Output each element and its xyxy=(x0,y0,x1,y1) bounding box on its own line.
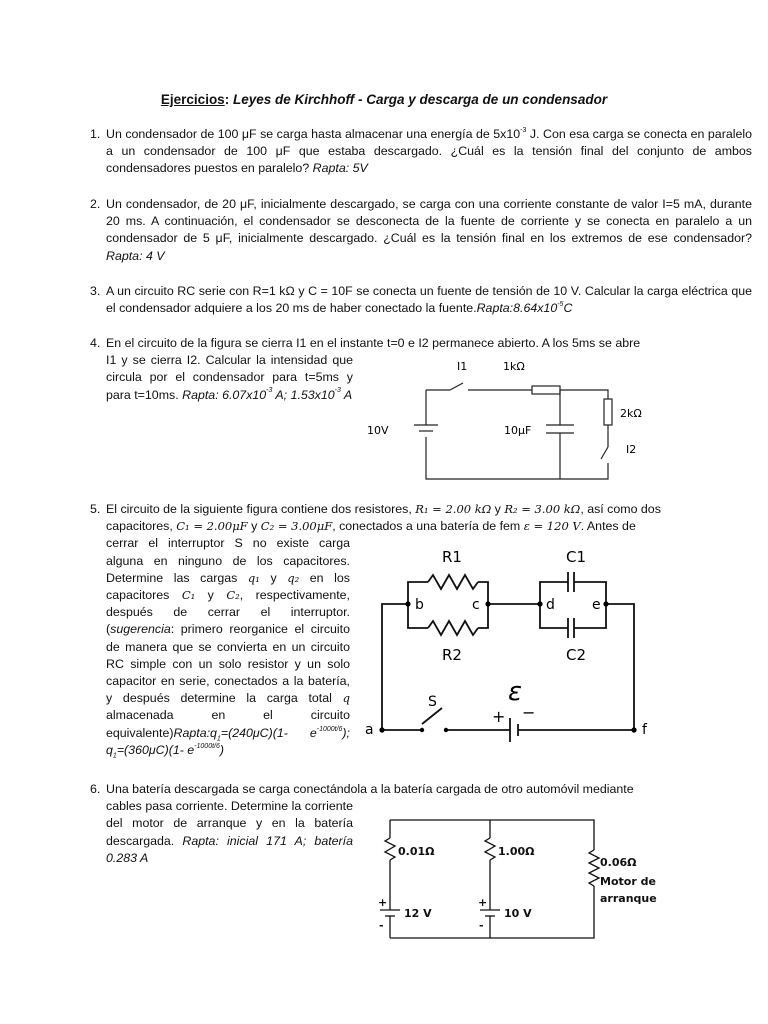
circuit-4-diagram xyxy=(360,355,660,485)
circuit-6-v1-label: 12 V xyxy=(404,907,432,920)
document-page: Ejercicios: Leyes de Kirchhoff - Carga y descarga de un condensador 1. Un condensador de 100 μF se carga hasta almacenar una energía de $5x10^{-3}$ J. Con esa carga se conecta en paralelo a un condensador de 100 μF que estaba descargado. ¿Cuál es la tensión final del conjunto de ambos condensadores puestos en paralelo? Rapta: 5V 2. Un condensador, de 20 μF, inicialmente descargado, se carga con una corriente constante de valor I=5 mA, durante 20 ms. A continuación, el condensador se desconecta de la fuente de corriente y se conecta en paralelo a un condensador de 5 μF, inicialmente descargado. ¿Cuál es la tensión final en los extremos de ese condensador? Rapta: 4 V 3. A un circuito RC serie con R=1 kΩ y C = 10F se conecta un fuente de tensión de 10 V. Calcular la carga eléctrica que el condensador adquiere a los 20 ms de haber conectado la $fuente.Rapta:8.64x10^{-5}C$ 4. En el circuito de la figura se cierra I1 en el instante t=0 e I2 permanece abierto. A los 5ms se abre I1 y se cierra I2. Calcular la intensidad que circula por el condensador para t=5ms y para t=10ms. Rapta: $6.07x10^{-3}$ A; $1.53x10^{-3}$ A I1 1kΩ 10V 10μF 2kΩ I2 5. El circuito de la siguiente figura contiene dos resistores, R₁ = 2.00 kΩ y R₂ = 3.00 kΩ, así como dos capacitores, C₁ = 2.00μF y C₂ = 3.00μF, conectados a una batería de fem ε = 120 V. Antes de cerrar el interruptor S no existe carga alguna en ninguno de los capacitores. Determine las cargas q₁ y q₂ en los capacitores C₁ y C₂, respectivamente, después de cerrar el interruptor. (sugerencia: primero reorganice el circuito de manera que se convierta en un circuito RC simple con un solo resistor y un solo capacitor en serie, conectados a la batería, y después determine la carga total q almacenada en el circuito $equivalente)Rapta:q_1=(240\mu C)(1-$ $e^{-1000t/6}$); $q_1=(360\mu C)(1-$ $e^{-1000t/6}$) R1 R2 C1 C2 a b c d e f S ε + − 6. Una batería descargada se carga conectándola a la batería cargada de otro automóvil mediante cables pasa corriente. Determine la corriente del motor de arranque y en la batería descargada. Rapta: inicial 171 A; batería 0.283 A 0.01Ω 1.00Ω 0.06Ω Motor de arranque 12 V 10 V + - + - xyxy=(0,0,768,1024)
circuit-6-motor-line2: arranque xyxy=(600,892,657,905)
circuit-4-r2-label: 2kΩ xyxy=(620,407,642,420)
circuit-5-node-b: b xyxy=(415,597,424,613)
exercise-6-answer: Rapta: inicial 171 A; batería 0.283 A xyxy=(106,833,353,865)
circuit-5-minus: − xyxy=(522,703,536,722)
circuit-6-v2-label: 10 V xyxy=(504,907,532,920)
circuit-6-minus-1: - xyxy=(379,919,384,932)
circuit-5-node-f: f xyxy=(642,722,647,738)
circuit-5-r1-label: R1 xyxy=(442,548,462,566)
circuit-5-switch-label: S xyxy=(428,694,437,710)
circuit-4-source-label: 10V xyxy=(367,424,389,437)
circuit-5-node-e: e xyxy=(592,597,601,613)
exercise-5-wrap-text: cerrar el interruptor S no existe carga alguna en ninguno de los capacitores. Determine las cargas q₁ y q₂ en los capacitores C₁ y C₂, respectivamente, después de cerrar el interruptor. (sugerencia: primero reorganice el circuito de manera que se convierta en un circuito RC simple con un solo resistor y un solo capacitor en serie, conectados a la batería, y después determine la carga total q almacenada en el circuito $equivalente)Rapta:q_1=(240\mu C)(1-$ $e^{-1000t/6}$); $q_1=(360\mu C)(1-$ $e^{-1000t/6}$) xyxy=(106,536,350,760)
circuit-5-emf-label: ε xyxy=(508,677,523,707)
exercise-3-text: A un circuito RC serie con R=1 kΩ y C = 10F se conecta un fuente de tensión de 10 V. Calcular la carga eléctrica que el condensador adquiere a los 20 ms de haber conectado la $fuente.Rapta:8.64x10^{-5}C$ xyxy=(106,284,752,316)
title-subtitle: Leyes de Kirchhoff - Carga y descarga de un condensador xyxy=(232,92,608,107)
exercise-2-answer: Rapta: 4 V xyxy=(106,248,165,263)
exercise-2-text: Un condensador, de 20 μF, inicialmente descargado, se carga con una corriente constante de valor I=5 mA, durante 20 ms. A continuación, el condensador se desconecta de la fuente de corriente y se conecta en paralelo a un condensador de 5 μF, inicialmente descargado. ¿Cuál es la tensión final en los extremos de ese condensador? Rapta: 4 V xyxy=(106,197,752,263)
circuit-4-capacitor-label: 10μF xyxy=(504,424,532,437)
exercise-4-answer: Rapta: $6.07x10^{-3}$ A; $1.53x10^{-3}$ A xyxy=(182,387,353,402)
circuit-6-diagram xyxy=(376,812,676,947)
circuit-5-plus: + xyxy=(492,707,506,726)
circuit-6-motor-line1: Motor de xyxy=(600,875,656,888)
circuit-4-r1-label: 1kΩ xyxy=(503,360,525,373)
circuit-5-node-d: d xyxy=(546,597,555,613)
circuit-5-r2-label: R2 xyxy=(442,646,462,664)
circuit-5-diagram xyxy=(362,540,662,745)
page-title: Ejercicios: Leyes de Kirchhoff - Carga y descarga de un condensador xyxy=(160,92,608,107)
exercise-4-wrap-text: I1 y se cierra I2. Calcular la intensidad que circula por el condensador para t=5ms y para t=10ms. Rapta: $6.07x10^{-3}$ A; $1.53x10^{-3}$ A xyxy=(106,353,353,402)
circuit-5-node-c: c xyxy=(472,597,480,613)
exercise-3-answer: $Rapta:8.64x10^{-5}C$ xyxy=(476,301,573,316)
circuit-4-switch2-label: I2 xyxy=(626,443,637,456)
title-label: Ejercicios xyxy=(160,92,225,107)
exercise-5-line1: El circuito de la siguiente figura contiene dos resistores, R₁ = 2.00 kΩ y R₂ = 3.00 kΩ, así como dos xyxy=(106,502,661,516)
exercise-1-text: Un condensador de 100 μF se carga hasta almacenar una energía de $5x10^{-3}$ J. Con esa carga se conecta en paralelo a un condensador de 100 μF que estaba descargado. ¿Cuál es la tensión final del conjunto de ambos condensadores puestos en paralelo? Rapta: 5V xyxy=(106,126,752,176)
circuit-6-r1-label: 0.01Ω xyxy=(398,845,435,858)
circuit-6-minus-2: - xyxy=(479,919,484,932)
exercise-1-answer: Rapta: 5V xyxy=(312,161,368,176)
exercise-5-answer: $Rapta:q_1=(240\mu C)(1-$ $e^{-1000t/6}$); $q_1=(360\mu C)(1-$ $e^{-1000t/6}$) xyxy=(106,725,350,760)
circuit-4-switch1-label: I1 xyxy=(457,360,468,373)
circuit-6-r2-label: 1.00Ω xyxy=(498,845,535,858)
exercise-4-line: En el circuito de la figura se cierra I1 en el instante t=0 e I2 permanece abierto. A los 5ms se abre xyxy=(106,336,641,350)
exercise-5-line2: capacitores, C₁ = 2.00μF y C₂ = 3.00μF, conectados a una batería de fem ε = 120 V. Antes de xyxy=(106,519,636,534)
exercise-6-wrap-text: cables pasa corriente. Determine la corriente del motor de arranque y en la batería descargada. Rapta: inicial 171 A; batería 0.283 A xyxy=(106,799,353,865)
circuit-5-node-a: a xyxy=(365,722,374,738)
circuit-6-r3-label: 0.06Ω xyxy=(600,856,637,869)
circuit-6-plus-2: + xyxy=(478,896,488,909)
circuit-6-plus-1: + xyxy=(378,896,388,909)
circuit-5-c2-label: C2 xyxy=(566,646,587,664)
circuit-5-c1-label: C1 xyxy=(566,548,587,566)
exercise-6-line: Una batería descargada se carga conectándola a la batería cargada de otro automóvil mediante xyxy=(106,782,634,796)
